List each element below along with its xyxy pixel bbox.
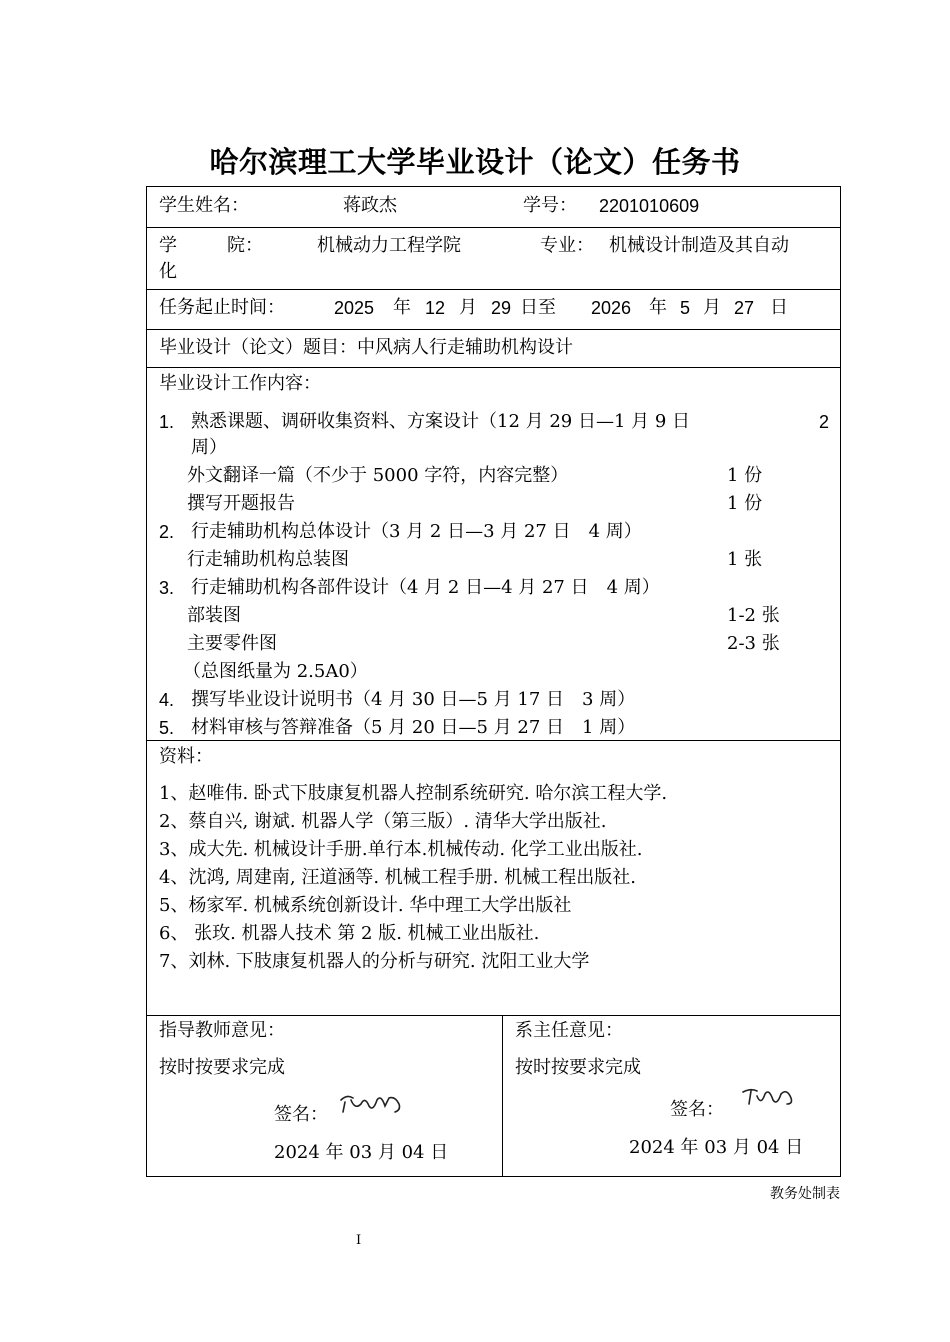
- work-subitem-qty: 1 份: [727, 493, 763, 514]
- college-name: 机械动力工程学院: [317, 235, 461, 256]
- end-day-unit: 日: [770, 297, 788, 318]
- end-year-unit: 年: [649, 297, 667, 318]
- reference-item: 5、杨家军. 机械系统创新设计. 华中理工大学出版社: [159, 895, 572, 916]
- student-id: 2201010609: [599, 196, 700, 216]
- materials-row: [147, 741, 840, 1016]
- opinions-divider: [502, 1016, 503, 1176]
- work-item-text: 行走辅助机构各部件设计（4 月 2 日—4 月 27 日 4 周）: [191, 577, 660, 598]
- end-year: 2026: [591, 298, 632, 318]
- work-item-text: 行走辅助机构总体设计（3 月 2 日—3 月 27 日 4 周）: [191, 521, 642, 542]
- college-row: [147, 228, 840, 290]
- advisor-signature-image: [337, 1088, 407, 1118]
- work-item-right: 2: [819, 412, 830, 432]
- start-day: 29: [491, 298, 512, 318]
- start-year: 2025: [334, 298, 375, 318]
- opinions-row: [147, 1016, 840, 1176]
- end-day: 27: [734, 298, 755, 318]
- work-item-text: 撰写毕业设计说明书（4 月 30 日—5 月 17 日 3 周）: [191, 689, 636, 710]
- college-label-b: 院：: [227, 235, 263, 256]
- work-item-num: 1.: [159, 412, 175, 432]
- advisor-opinion-label: 指导教师意见：: [159, 1020, 285, 1041]
- reference-item: 3、成大先. 机械设计手册.单行本.机械传动. 化学工业出版社.: [159, 839, 643, 860]
- materials-header: 资料：: [159, 746, 213, 767]
- student-name-label: 学生姓名：: [159, 195, 249, 216]
- reference-item: 7、刘林. 下肢康复机器人的分析与研究. 沈阳工业大学: [159, 951, 590, 972]
- major-name-line2: 化: [159, 261, 177, 282]
- college-label-a: 学: [159, 235, 177, 256]
- work-content-header: 毕业设计工作内容：: [159, 373, 321, 394]
- work-item-text: 熟悉课题、调研收集资料、方案设计（12 月 29 日—1 月 9 日: [191, 411, 691, 432]
- dept-head-sign-label: 签名：: [670, 1099, 724, 1120]
- work-subitem-qty: 1 张: [727, 549, 763, 570]
- reference-item: 1、赵唯伟. 卧式下肢康复机器人控制系统研究. 哈尔滨工程大学.: [159, 783, 668, 804]
- task-form-table: [146, 186, 841, 1177]
- start-year-unit: 年: [393, 297, 411, 318]
- dept-head-signature-image: [739, 1082, 799, 1112]
- work-item-num: 4.: [159, 690, 175, 710]
- start-month-unit: 月: [459, 297, 477, 318]
- start-month: 12: [425, 298, 446, 318]
- page-number: I: [356, 1233, 362, 1248]
- end-month: 5: [680, 298, 691, 318]
- topic-row: [147, 330, 840, 368]
- work-item-num: 2.: [159, 522, 175, 542]
- work-subitem: 撰写开题报告: [187, 493, 295, 514]
- work-subitem: 外文翻译一篇（不少于 5000 字符，内容完整）: [187, 465, 569, 486]
- work-subitem: 部装图: [187, 605, 241, 626]
- end-month-unit: 月: [703, 297, 721, 318]
- student-row: [147, 187, 840, 228]
- footer-note: 教务处制表: [770, 1186, 840, 1202]
- work-subitem-qty: 1-2 张: [727, 605, 780, 626]
- work-subitem: 主要零件图: [187, 633, 277, 654]
- dept-head-opinion-text: 按时按要求完成: [515, 1057, 641, 1078]
- work-item-num: 3.: [159, 578, 175, 598]
- period-label: 任务起止时间：: [159, 297, 285, 318]
- work-item-text-cont: 周）: [191, 437, 227, 458]
- work-item-num: 5.: [159, 718, 175, 738]
- work-item-text: 材料审核与答辩准备（5 月 20 日—5 月 27 日 1 周）: [191, 717, 636, 738]
- period-row: [147, 290, 840, 330]
- thesis-topic: 毕业设计（论文）题目：中风病人行走辅助机构设计: [159, 337, 573, 358]
- advisor-date: 2024 年 03 月 04 日: [274, 1142, 449, 1163]
- student-name: 蒋政杰: [343, 195, 397, 216]
- major-label: 专业：: [540, 235, 594, 256]
- document-title: 哈尔滨理工大学毕业设计（论文）任务书: [209, 145, 741, 179]
- work-subitem: （总图纸量为 2.5A0）: [183, 661, 368, 682]
- start-day-unit: 日至: [520, 297, 556, 318]
- work-subitem-qty: 2-3 张: [727, 633, 780, 654]
- dept-head-opinion-label: 系主任意见：: [515, 1020, 623, 1041]
- dept-head-date: 2024 年 03 月 04 日: [629, 1137, 804, 1158]
- work-subitem: 行走辅助机构总装图: [187, 549, 349, 570]
- work-subitem-qty: 1 份: [727, 465, 763, 486]
- reference-item: 6、 张玫. 机器人技术 第 2 版. 机械工业出版社.: [159, 923, 540, 944]
- reference-item: 4、沈鸿, 周建南, 汪道涵等. 机械工程手册. 机械工程出版社.: [159, 867, 636, 888]
- student-id-label: 学号：: [523, 195, 577, 216]
- advisor-opinion-text: 按时按要求完成: [159, 1057, 285, 1078]
- work-content-row: [147, 368, 840, 741]
- major-name-line1: 机械设计制造及其自动: [609, 235, 789, 256]
- reference-item: 2、蔡自兴, 谢斌. 机器人学（第三版）. 清华大学出版社.: [159, 811, 607, 832]
- advisor-sign-label: 签名：: [274, 1104, 328, 1125]
